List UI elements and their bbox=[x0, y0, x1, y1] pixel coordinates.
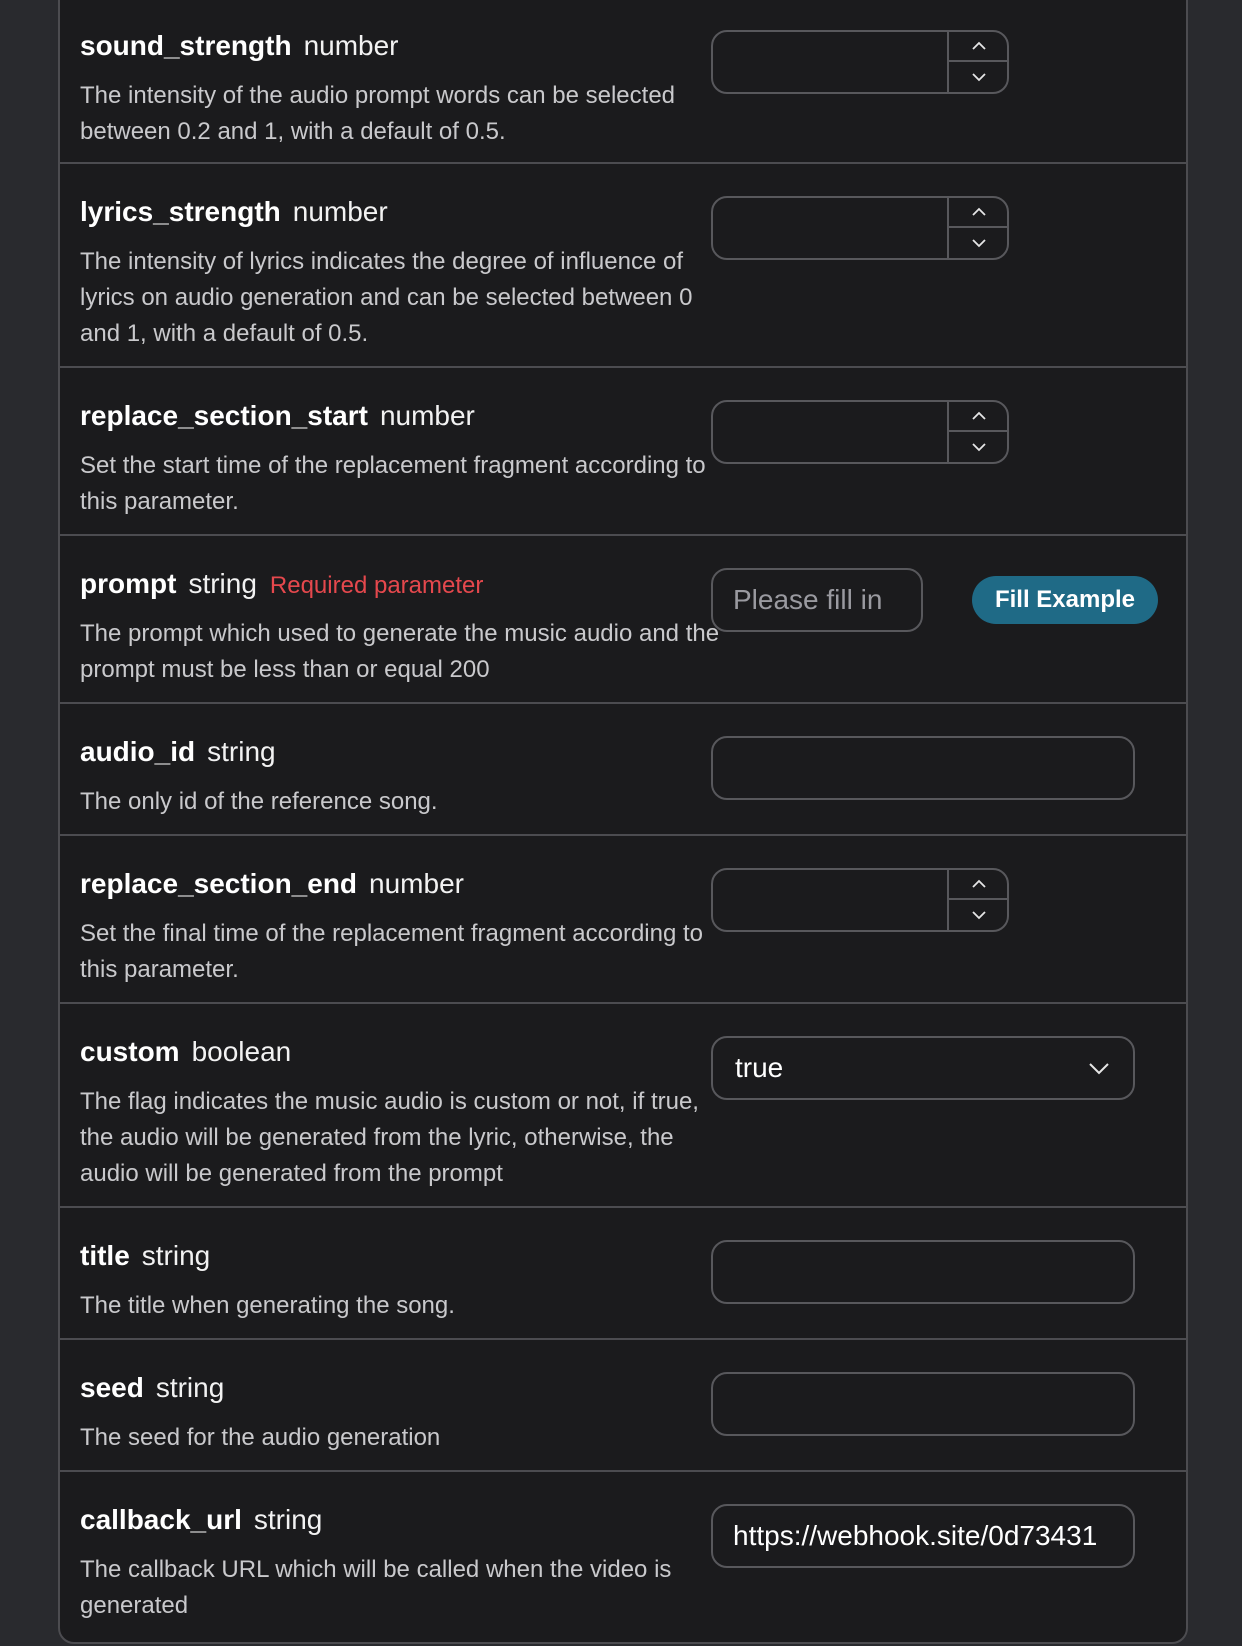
param-type: number bbox=[303, 30, 399, 61]
param-type: string bbox=[141, 1240, 211, 1271]
param-header bbox=[80, 568, 483, 600]
param-type: number bbox=[369, 868, 464, 899]
increment-button[interactable] bbox=[949, 32, 1009, 62]
param-name: callback_url bbox=[80, 1504, 242, 1535]
spinner bbox=[947, 870, 1009, 930]
chevron-down-icon bbox=[971, 910, 987, 920]
param-header bbox=[80, 400, 475, 432]
chevron-down-icon bbox=[971, 442, 987, 452]
param-header bbox=[80, 1036, 291, 1068]
title-input[interactable] bbox=[711, 1240, 1135, 1304]
param-name: prompt bbox=[80, 568, 177, 599]
param-header bbox=[80, 1504, 322, 1536]
spinner bbox=[947, 402, 1009, 462]
number-field[interactable] bbox=[713, 402, 947, 462]
number-field[interactable] bbox=[713, 198, 947, 258]
param-type: number bbox=[379, 400, 475, 431]
param-header bbox=[80, 868, 464, 900]
callback-url-input[interactable]: https://webhook.site/0d73431 bbox=[711, 1504, 1135, 1568]
chevron-up-icon bbox=[971, 411, 987, 421]
param-description: The seed for the audio generation bbox=[80, 1424, 441, 1451]
param-description: The title when generating the song. bbox=[80, 1292, 455, 1319]
spinner bbox=[947, 32, 1009, 92]
param-name: replace_section_start bbox=[80, 400, 368, 431]
param-description: The only id of the reference song. bbox=[80, 788, 438, 815]
param-row-callback-url bbox=[60, 1472, 1186, 1642]
parameters-panel bbox=[58, 0, 1188, 1644]
param-type: boolean bbox=[191, 1036, 292, 1067]
required-badge: Required parameter bbox=[269, 572, 484, 599]
param-type: string bbox=[207, 736, 276, 767]
param-header bbox=[80, 1372, 224, 1404]
chevron-up-icon bbox=[971, 879, 987, 889]
param-row-sound-strength bbox=[60, 0, 1186, 164]
param-name: replace_section_end bbox=[80, 868, 358, 899]
audio-id-input[interactable] bbox=[711, 736, 1135, 800]
chevron-down-icon bbox=[971, 72, 987, 82]
decrement-button[interactable] bbox=[949, 432, 1009, 462]
sound-strength-input[interactable] bbox=[711, 30, 1009, 94]
param-name: seed bbox=[80, 1372, 144, 1403]
param-header bbox=[80, 196, 388, 228]
param-description: Set the start time of the replacement fragment according to this parameter. bbox=[80, 452, 706, 515]
param-row-custom bbox=[60, 1004, 1186, 1208]
param-header bbox=[80, 1240, 210, 1272]
replace-section-end-input[interactable] bbox=[711, 868, 1009, 932]
increment-button[interactable] bbox=[949, 402, 1009, 432]
param-name: title bbox=[80, 1240, 130, 1271]
increment-button[interactable] bbox=[949, 198, 1009, 228]
select-value: true bbox=[735, 1052, 784, 1083]
param-description: The intensity of lyrics indicates the degree of influence of lyrics on audio generation and can be selected between 0 and 1, with a default of 0.5. bbox=[80, 248, 693, 347]
param-header bbox=[80, 736, 276, 768]
chevron-down-icon bbox=[971, 238, 987, 248]
param-description: The callback URL which will be called when the video is generated bbox=[80, 1556, 672, 1619]
custom-select[interactable] bbox=[711, 1036, 1135, 1100]
number-field[interactable] bbox=[713, 870, 947, 930]
increment-button[interactable] bbox=[949, 870, 1009, 900]
param-name: audio_id bbox=[80, 736, 196, 767]
replace-section-start-input[interactable] bbox=[711, 400, 1009, 464]
param-description: The flag indicates the music audio is custom or not, if true, the audio will be generated from the lyric, otherwise, the audio will be generated from the prompt bbox=[80, 1088, 699, 1187]
chevron-down-icon bbox=[1087, 1056, 1111, 1080]
chevron-up-icon bbox=[971, 207, 987, 217]
param-row-audio-id bbox=[60, 704, 1186, 836]
param-row-prompt bbox=[60, 536, 1186, 704]
param-row-replace-section-end bbox=[60, 836, 1186, 1004]
param-header bbox=[80, 30, 399, 62]
param-type: string bbox=[253, 1504, 323, 1535]
param-row-title bbox=[60, 1208, 1186, 1340]
param-row-lyrics-strength bbox=[60, 164, 1186, 368]
decrement-button[interactable] bbox=[949, 62, 1009, 92]
fill-example-button[interactable]: Fill Example bbox=[972, 576, 1158, 624]
spinner bbox=[947, 198, 1009, 258]
param-description: Set the final time of the replacement fragment according to this parameter. bbox=[80, 920, 704, 983]
seed-input[interactable] bbox=[711, 1372, 1135, 1436]
decrement-button[interactable] bbox=[949, 228, 1009, 258]
param-name: sound_strength bbox=[80, 30, 292, 61]
param-name: lyrics_strength bbox=[80, 196, 281, 227]
prompt-input[interactable]: Please fill in bbox=[711, 568, 923, 632]
param-name: custom bbox=[80, 1036, 180, 1067]
param-type: string bbox=[155, 1372, 225, 1403]
param-description: The intensity of the audio prompt words can be selected between 0.2 and 1, with a default of 0.5. bbox=[80, 82, 676, 145]
param-row-seed bbox=[60, 1340, 1186, 1472]
lyrics-strength-input[interactable] bbox=[711, 196, 1009, 260]
param-description: The prompt which used to generate the music audio and the prompt must be less than or equal 200 bbox=[80, 620, 720, 683]
param-type: number bbox=[292, 196, 388, 227]
chevron-up-icon bbox=[971, 41, 987, 51]
param-type: string bbox=[188, 568, 257, 599]
number-field[interactable] bbox=[713, 32, 947, 92]
decrement-button[interactable] bbox=[949, 900, 1009, 930]
param-row-replace-section-start bbox=[60, 368, 1186, 536]
